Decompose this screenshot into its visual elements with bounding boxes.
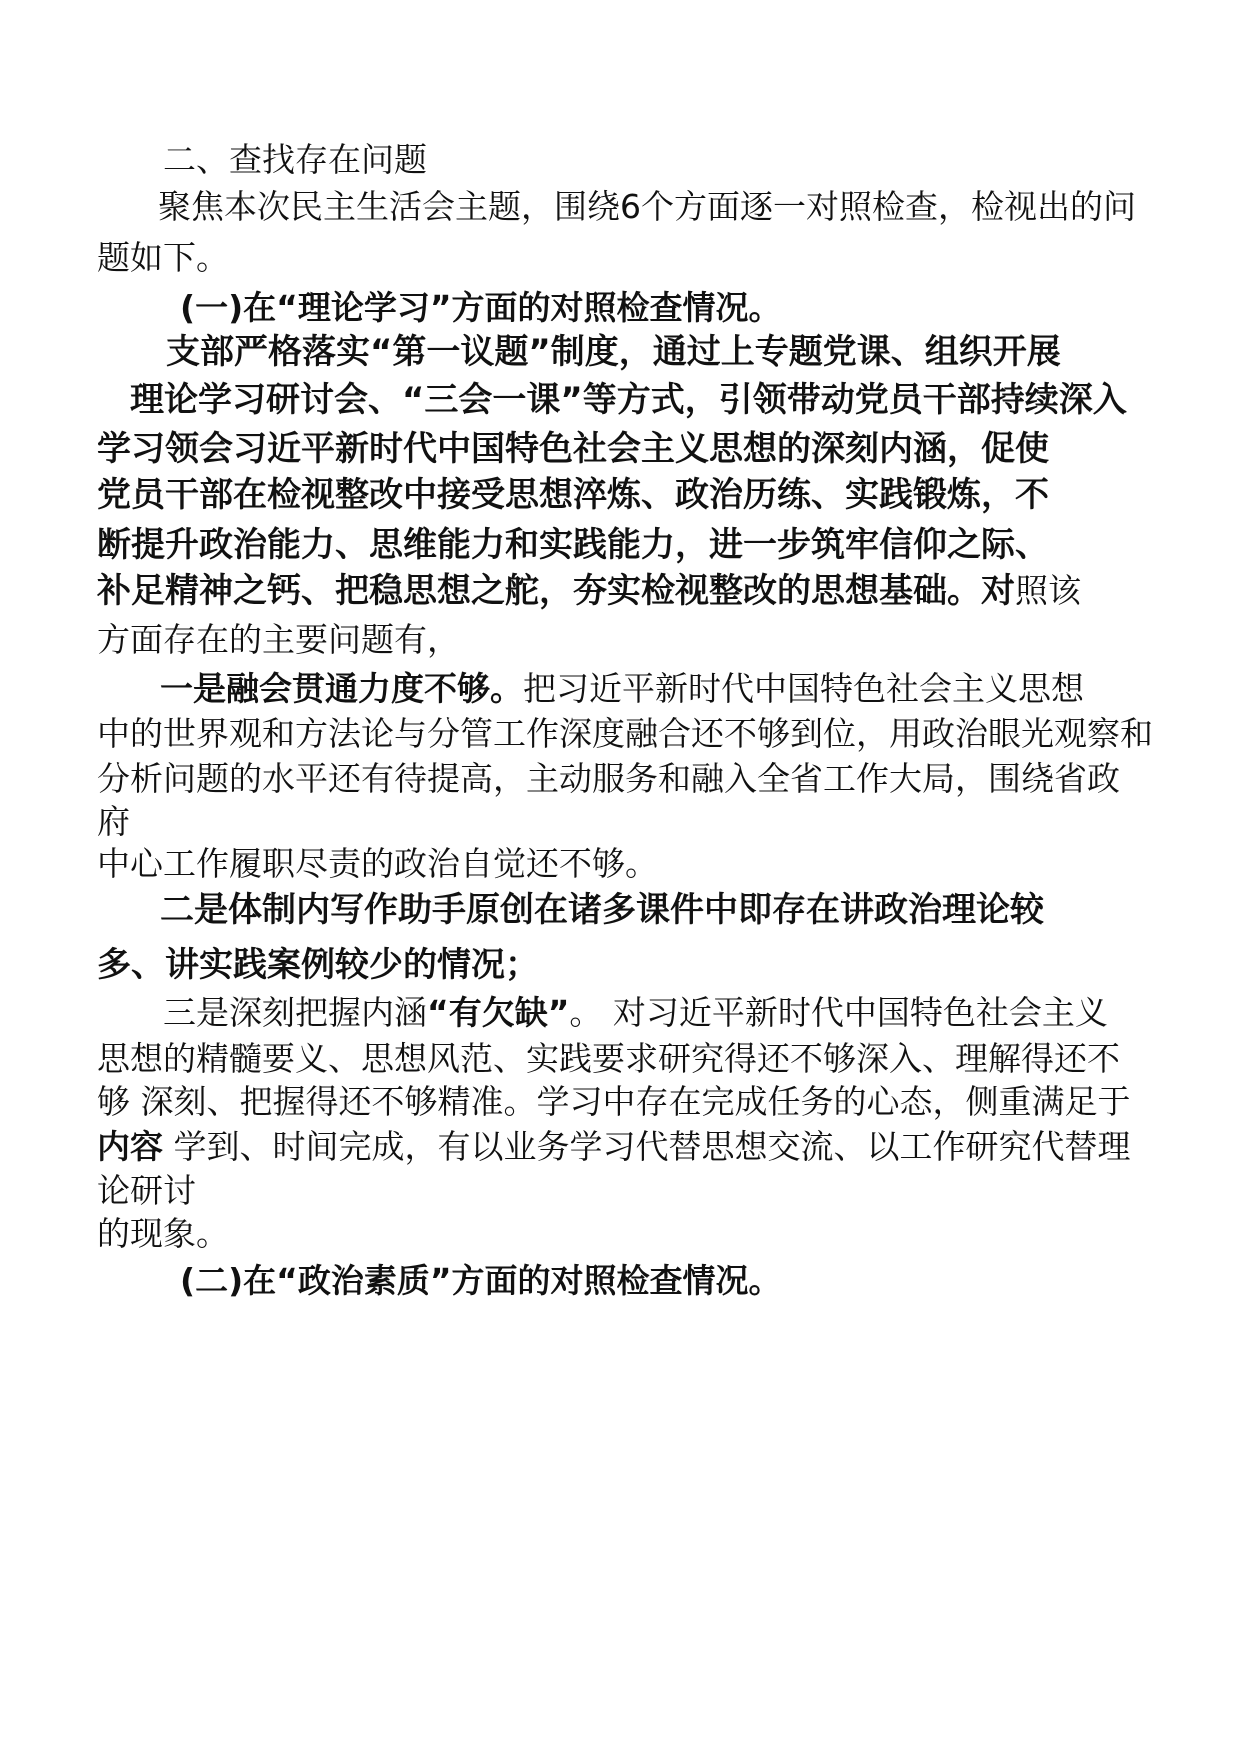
item-1-line-2: 中的世界观和方法论与分管工作深度融合还不够到位，用政治眼光观察和 <box>97 714 1153 753</box>
item-3-first: 。 对习近平新时代中国特色社会主义 <box>569 993 1108 1032</box>
item-3-line-5: 论研讨 <box>97 1171 196 1210</box>
item-3-quote: “有欠缺” <box>427 993 570 1032</box>
sub1-body-line-6-normal: 照该 <box>1015 571 1081 610</box>
item-3-line-4-text: 学到、时间完成，有以业务学习代替思想交流、以工作研究代替理 <box>163 1127 1131 1166</box>
item-1-line-5: 中心工作履职尽责的政治自觉还不够。 <box>97 844 658 883</box>
sub1-body-line-2: 理论学习研讨会、“三会一课”等方式，引领带动党员干部持续深入 <box>130 380 1127 420</box>
item-3-bold-word: 内容 <box>97 1127 163 1166</box>
intro-line-1: 聚焦本次民主生活会主题，围绕6个方面逐一对照检查，检视出的问 <box>158 187 1136 226</box>
subsection-2-heading: (二)在“政治素质”方面的对照检查情况。 <box>180 1261 782 1300</box>
item-2-line-1: 二是体制内写作助手原创在诸多课件中即存在讲政治理论较 <box>160 890 1044 930</box>
sub1-body-line-5: 断提升政治能力、思维能力和实践能力，进一步筑牢信仰之际、 <box>97 525 1049 565</box>
item-1-lead: 一是融会贯通力度不够。 <box>160 669 523 708</box>
item-3-line-1 <box>163 993 1108 1032</box>
sub1-body-line-6-bold: 补足精神之钙、把稳思想之舵，夯实检视整改的思想基础。对 <box>97 571 1015 611</box>
item-1-line-1 <box>160 669 1084 708</box>
sub1-body-line-6 <box>97 571 1081 611</box>
sub1-body-line-3: 学习领会习近平新时代中国特色社会主义思想的深刻内涵，促使 <box>97 429 1049 469</box>
item-3-lead: 三是深刻把握内涵 <box>163 993 427 1032</box>
subsection-1-heading: (一)在“理论学习”方面的对照检查情况。 <box>180 288 782 327</box>
item-2-line-2: 多、讲实践案例较少的情况； <box>97 945 539 985</box>
item-3-line-6: 的现象。 <box>97 1214 229 1253</box>
item-3-line-4 <box>97 1127 1131 1166</box>
item-1-first: 把习近平新时代中国特色社会主义思想 <box>523 669 1084 708</box>
item-1-line-4: 府 <box>97 802 130 841</box>
item-3-line-2: 思想的精髓要义、思想风范、实践要求研究得还不够深入、理解得还不 <box>97 1039 1120 1078</box>
sub1-body-line-1: 支部严格落实“第一议题”制度，通过上专题党课、组织开展 <box>166 332 1061 372</box>
sub1-body-line-4: 党员干部在检视整改中接受思想淬炼、政治历练、实践锻炼，不 <box>97 475 1049 515</box>
section-heading: 二、查找存在问题 <box>163 140 427 179</box>
sub1-body-line-7: 方面存在的主要问题有， <box>97 620 460 659</box>
item-3-line-3: 够 深刻、把握得还不够精准。学习中存在完成任务的心态，侧重满足于 <box>97 1082 1131 1121</box>
intro-line-2: 题如下。 <box>97 238 229 277</box>
item-1-line-3: 分析问题的水平还有待提高，主动服务和融入全省工作大局，围绕省政 <box>97 759 1120 798</box>
